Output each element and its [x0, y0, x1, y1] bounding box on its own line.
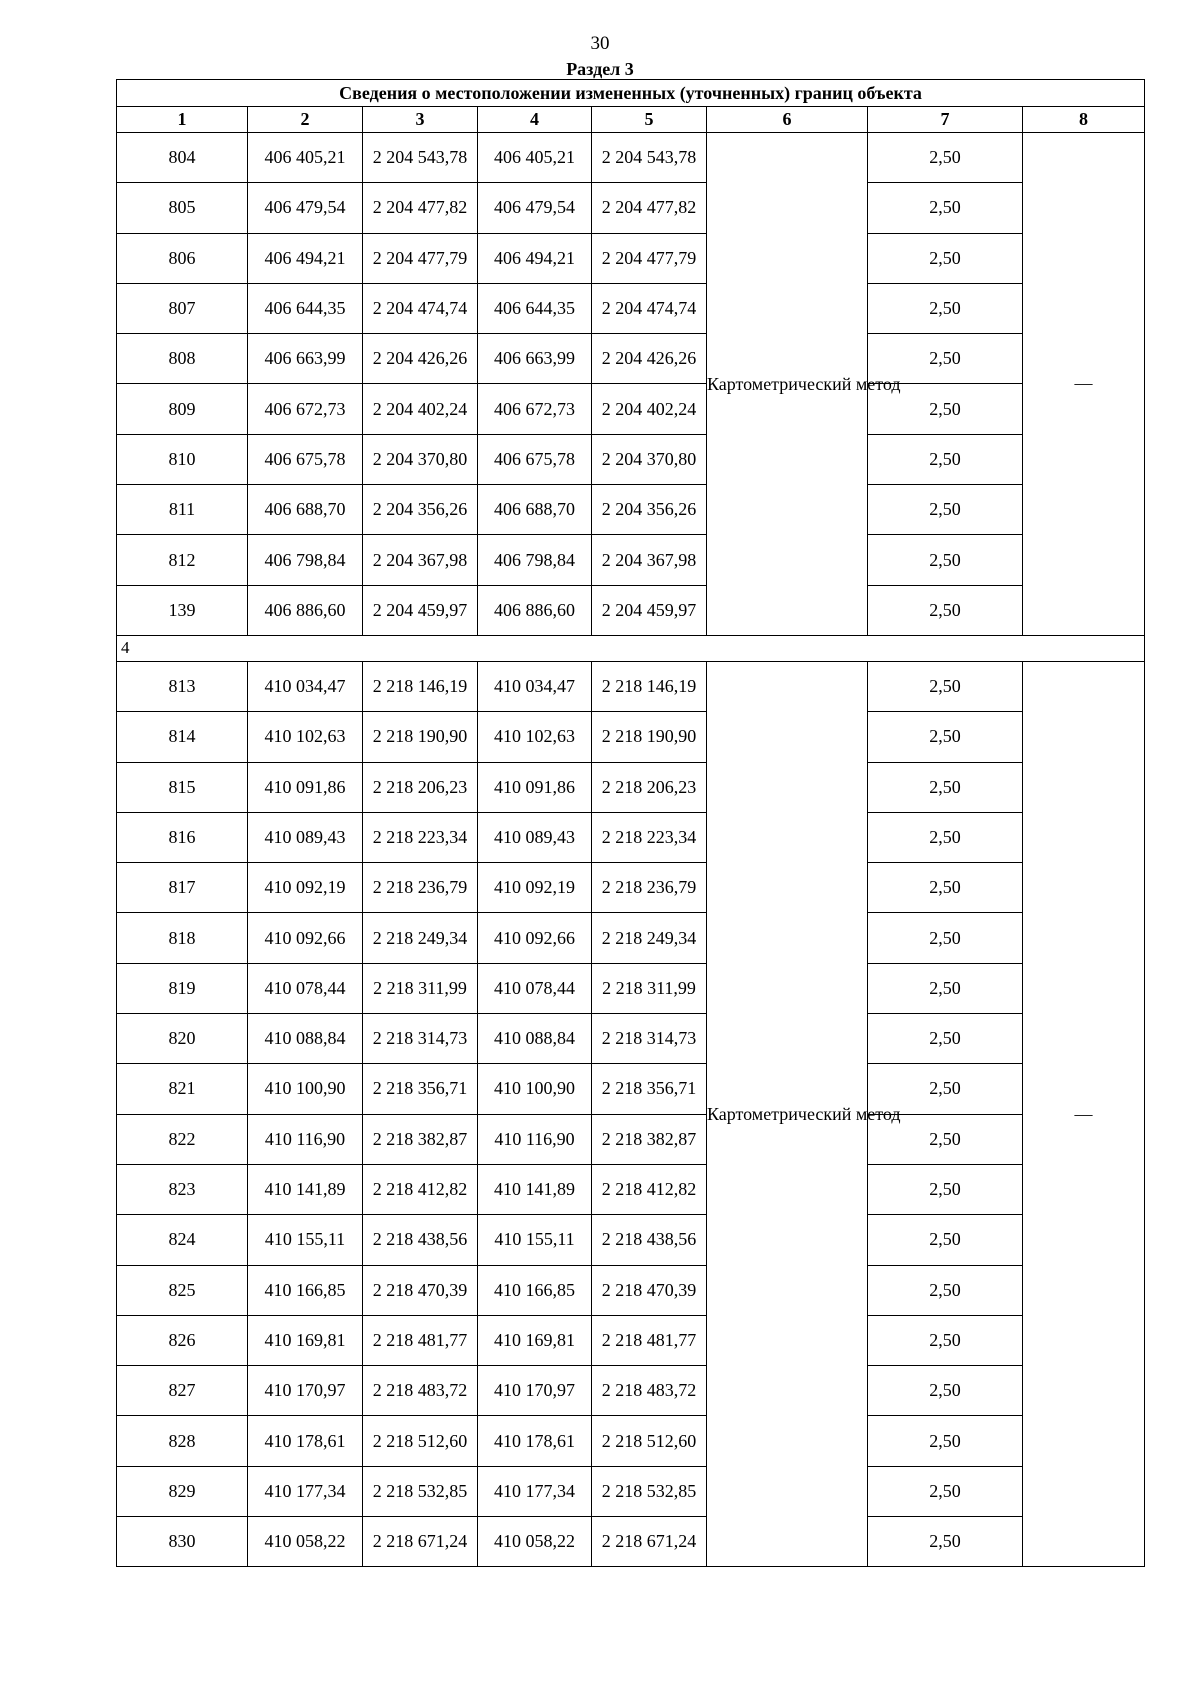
x-coordinate-clarified: 410 102,63	[478, 712, 592, 762]
y-coordinate-clarified: 2 218 223,34	[592, 812, 707, 862]
y-coordinate: 2 218 532,85	[363, 1466, 478, 1516]
x-coordinate: 406 688,70	[248, 485, 363, 535]
y-coordinate: 2 204 477,82	[363, 183, 478, 233]
table-caption: Сведения о местоположении измененных (уточненных) границ объекта	[117, 80, 1145, 107]
x-coordinate-clarified: 406 675,78	[478, 434, 592, 484]
x-coordinate: 406 672,73	[248, 384, 363, 434]
y-coordinate-clarified: 2 204 426,26	[592, 334, 707, 384]
column-number: 7	[868, 107, 1023, 133]
x-coordinate-clarified: 410 178,61	[478, 1416, 592, 1466]
table-row	[117, 1014, 1145, 1064]
y-coordinate-clarified: 2 218 356,71	[592, 1064, 707, 1114]
point-number: 821	[117, 1064, 248, 1114]
table-row	[117, 233, 1145, 283]
y-coordinate: 2 218 481,77	[363, 1315, 478, 1365]
x-coordinate: 406 405,21	[248, 133, 363, 183]
point-number: 811	[117, 485, 248, 535]
y-coordinate-clarified: 2 218 146,19	[592, 661, 707, 711]
x-coordinate: 410 092,19	[248, 863, 363, 913]
point-number: 808	[117, 334, 248, 384]
point-number: 828	[117, 1416, 248, 1466]
table-row	[117, 283, 1145, 333]
table-body	[117, 133, 1145, 1567]
y-coordinate: 2 218 223,34	[363, 812, 478, 862]
y-coordinate-clarified: 2 204 477,79	[592, 233, 707, 283]
column-number: 2	[248, 107, 363, 133]
table-row	[117, 1265, 1145, 1315]
y-coordinate-clarified: 2 218 236,79	[592, 863, 707, 913]
table-row	[117, 913, 1145, 963]
table-row	[117, 1517, 1145, 1567]
table-row	[117, 1164, 1145, 1214]
x-coordinate: 410 155,11	[248, 1215, 363, 1265]
point-number: 809	[117, 384, 248, 434]
accuracy-cell: 2,50	[868, 334, 1023, 384]
y-coordinate: 2 204 543,78	[363, 133, 478, 183]
x-coordinate: 410 166,85	[248, 1265, 363, 1315]
table-row	[117, 535, 1145, 585]
x-coordinate: 406 798,84	[248, 535, 363, 585]
table-row	[117, 762, 1145, 812]
x-coordinate: 410 169,81	[248, 1315, 363, 1365]
x-coordinate-clarified: 410 058,22	[478, 1517, 592, 1567]
y-coordinate-clarified: 2 218 671,24	[592, 1517, 707, 1567]
coordinates-table	[116, 79, 1145, 1567]
accuracy-cell: 2,50	[868, 283, 1023, 333]
y-coordinate: 2 218 382,87	[363, 1114, 478, 1164]
point-number: 823	[117, 1164, 248, 1214]
accuracy-cell: 2,50	[868, 434, 1023, 484]
x-coordinate-clarified: 410 088,84	[478, 1014, 592, 1064]
accuracy-cell: 2,50	[868, 1215, 1023, 1265]
x-coordinate-clarified: 406 405,21	[478, 133, 592, 183]
accuracy-cell: 2,50	[868, 1315, 1023, 1365]
point-number: 820	[117, 1014, 248, 1064]
point-number: 818	[117, 913, 248, 963]
table-row	[117, 133, 1145, 183]
column-number: 1	[117, 107, 248, 133]
y-coordinate-clarified: 2 204 474,74	[592, 283, 707, 333]
table-row	[117, 863, 1145, 913]
y-coordinate-clarified: 2 204 543,78	[592, 133, 707, 183]
accuracy-cell: 2,50	[868, 1114, 1023, 1164]
accuracy-cell: 2,50	[868, 661, 1023, 711]
column-number: 5	[592, 107, 707, 133]
table-row	[117, 712, 1145, 762]
x-coordinate-clarified: 410 078,44	[478, 963, 592, 1013]
x-coordinate-clarified: 410 092,66	[478, 913, 592, 963]
x-coordinate: 410 100,90	[248, 1064, 363, 1114]
x-coordinate-clarified: 410 170,97	[478, 1366, 592, 1416]
y-coordinate: 2 204 370,80	[363, 434, 478, 484]
y-coordinate: 2 204 402,24	[363, 384, 478, 434]
x-coordinate: 406 663,99	[248, 334, 363, 384]
table-row	[117, 434, 1145, 484]
y-coordinate: 2 204 426,26	[363, 334, 478, 384]
y-coordinate: 2 204 459,97	[363, 585, 478, 635]
y-coordinate-clarified: 2 218 190,90	[592, 712, 707, 762]
table-row	[117, 812, 1145, 862]
x-coordinate-clarified: 410 089,43	[478, 812, 592, 862]
point-number: 813	[117, 661, 248, 711]
y-coordinate: 2 218 311,99	[363, 963, 478, 1013]
x-coordinate: 410 178,61	[248, 1416, 363, 1466]
x-coordinate-clarified: 410 091,86	[478, 762, 592, 812]
point-number: 812	[117, 535, 248, 585]
column-number: 4	[478, 107, 592, 133]
point-number: 814	[117, 712, 248, 762]
y-coordinate-clarified: 2 218 483,72	[592, 1366, 707, 1416]
x-coordinate-clarified: 410 166,85	[478, 1265, 592, 1315]
method-cell: Картометрический метод	[707, 133, 868, 636]
point-number: 829	[117, 1466, 248, 1516]
x-coordinate-clarified: 410 141,89	[478, 1164, 592, 1214]
table-row	[117, 1315, 1145, 1365]
x-coordinate: 406 644,35	[248, 283, 363, 333]
x-coordinate: 406 494,21	[248, 233, 363, 283]
accuracy-cell: 2,50	[868, 1416, 1023, 1466]
point-number: 807	[117, 283, 248, 333]
table-row	[117, 485, 1145, 535]
y-coordinate: 2 218 512,60	[363, 1416, 478, 1466]
accuracy-cell: 2,50	[868, 863, 1023, 913]
x-coordinate: 410 088,84	[248, 1014, 363, 1064]
accuracy-cell: 2,50	[868, 1064, 1023, 1114]
accuracy-cell: 2,50	[868, 913, 1023, 963]
x-coordinate-clarified: 406 494,21	[478, 233, 592, 283]
x-coordinate-clarified: 410 116,90	[478, 1114, 592, 1164]
accuracy-cell: 2,50	[868, 585, 1023, 635]
x-coordinate-clarified: 406 644,35	[478, 283, 592, 333]
x-coordinate-clarified: 406 688,70	[478, 485, 592, 535]
y-coordinate: 2 218 206,23	[363, 762, 478, 812]
y-coordinate: 2 204 367,98	[363, 535, 478, 585]
x-coordinate-clarified: 406 672,73	[478, 384, 592, 434]
point-number: 830	[117, 1517, 248, 1567]
point-number: 804	[117, 133, 248, 183]
point-number: 827	[117, 1366, 248, 1416]
point-number: 816	[117, 812, 248, 862]
y-coordinate: 2 204 474,74	[363, 283, 478, 333]
y-coordinate: 2 218 249,34	[363, 913, 478, 963]
accuracy-cell: 2,50	[868, 535, 1023, 585]
x-coordinate-clarified: 410 100,90	[478, 1064, 592, 1114]
y-coordinate: 2 218 671,24	[363, 1517, 478, 1567]
y-coordinate-clarified: 2 204 356,26	[592, 485, 707, 535]
point-number: 810	[117, 434, 248, 484]
y-coordinate-clarified: 2 218 532,85	[592, 1466, 707, 1516]
x-coordinate: 410 177,34	[248, 1466, 363, 1516]
table-row	[117, 1366, 1145, 1416]
column-number: 8	[1023, 107, 1145, 133]
y-coordinate: 2 218 146,19	[363, 661, 478, 711]
point-number: 139	[117, 585, 248, 635]
y-coordinate-clarified: 2 204 459,97	[592, 585, 707, 635]
x-coordinate-clarified: 406 798,84	[478, 535, 592, 585]
column-number: 3	[363, 107, 478, 133]
y-coordinate-clarified: 2 218 470,39	[592, 1265, 707, 1315]
y-coordinate: 2 218 190,90	[363, 712, 478, 762]
y-coordinate-clarified: 2 218 512,60	[592, 1416, 707, 1466]
accuracy-cell: 2,50	[868, 1265, 1023, 1315]
y-coordinate-clarified: 2 218 249,34	[592, 913, 707, 963]
x-coordinate: 410 078,44	[248, 963, 363, 1013]
y-coordinate-clarified: 2 218 382,87	[592, 1114, 707, 1164]
point-number: 825	[117, 1265, 248, 1315]
x-coordinate: 406 479,54	[248, 183, 363, 233]
x-coordinate: 410 141,89	[248, 1164, 363, 1214]
accuracy-cell: 2,50	[868, 1164, 1023, 1214]
accuracy-cell: 2,50	[868, 183, 1023, 233]
x-coordinate: 410 102,63	[248, 712, 363, 762]
point-number: 822	[117, 1114, 248, 1164]
x-coordinate: 406 675,78	[248, 434, 363, 484]
y-coordinate-clarified: 2 218 314,73	[592, 1014, 707, 1064]
y-coordinate-clarified: 2 218 481,77	[592, 1315, 707, 1365]
y-coordinate-clarified: 2 218 311,99	[592, 963, 707, 1013]
y-coordinate: 2 218 470,39	[363, 1265, 478, 1315]
column-number-row	[117, 107, 1145, 133]
y-coordinate-clarified: 2 204 367,98	[592, 535, 707, 585]
point-number: 817	[117, 863, 248, 913]
group-label-row	[117, 635, 1145, 661]
x-coordinate: 410 058,22	[248, 1517, 363, 1567]
y-coordinate: 2 218 438,56	[363, 1215, 478, 1265]
x-coordinate: 410 089,43	[248, 812, 363, 862]
section-title: Раздел 3	[566, 59, 634, 79]
table-row	[117, 384, 1145, 434]
accuracy-cell: 2,50	[868, 133, 1023, 183]
y-coordinate: 2 218 412,82	[363, 1164, 478, 1214]
x-coordinate-clarified: 406 479,54	[478, 183, 592, 233]
x-coordinate-clarified: 406 886,60	[478, 585, 592, 635]
accuracy-cell: 2,50	[868, 712, 1023, 762]
accuracy-cell: 2,50	[868, 1366, 1023, 1416]
method-cell: Картометрический метод	[707, 661, 868, 1566]
accuracy-cell: 2,50	[868, 384, 1023, 434]
y-coordinate-clarified: 2 204 477,82	[592, 183, 707, 233]
accuracy-cell: 2,50	[868, 762, 1023, 812]
point-number: 805	[117, 183, 248, 233]
y-coordinate: 2 204 477,79	[363, 233, 478, 283]
table-row	[117, 1416, 1145, 1466]
y-coordinate-clarified: 2 218 438,56	[592, 1215, 707, 1265]
note-cell: —	[1023, 133, 1145, 636]
accuracy-cell: 2,50	[868, 485, 1023, 535]
x-coordinate-clarified: 410 177,34	[478, 1466, 592, 1516]
x-coordinate: 410 116,90	[248, 1114, 363, 1164]
table-row	[117, 1114, 1145, 1164]
x-coordinate-clarified: 410 092,19	[478, 863, 592, 913]
table-row	[117, 1064, 1145, 1114]
accuracy-cell: 2,50	[868, 812, 1023, 862]
point-number: 819	[117, 963, 248, 1013]
x-coordinate: 410 091,86	[248, 762, 363, 812]
note-cell: —	[1023, 661, 1145, 1566]
point-number: 826	[117, 1315, 248, 1365]
y-coordinate: 2 218 483,72	[363, 1366, 478, 1416]
x-coordinate: 410 170,97	[248, 1366, 363, 1416]
y-coordinate-clarified: 2 218 206,23	[592, 762, 707, 812]
y-coordinate: 2 218 314,73	[363, 1014, 478, 1064]
accuracy-cell: 2,50	[868, 963, 1023, 1013]
y-coordinate-clarified: 2 204 370,80	[592, 434, 707, 484]
table-row	[117, 585, 1145, 635]
y-coordinate: 2 218 356,71	[363, 1064, 478, 1114]
table-row	[117, 661, 1145, 711]
table-row	[117, 183, 1145, 233]
y-coordinate-clarified: 2 218 412,82	[592, 1164, 707, 1214]
accuracy-cell: 2,50	[868, 1466, 1023, 1516]
accuracy-cell: 2,50	[868, 1014, 1023, 1064]
y-coordinate: 2 204 356,26	[363, 485, 478, 535]
x-coordinate-clarified: 410 034,47	[478, 661, 592, 711]
point-number: 824	[117, 1215, 248, 1265]
point-number: 806	[117, 233, 248, 283]
x-coordinate-clarified: 406 663,99	[478, 334, 592, 384]
table-row	[117, 1215, 1145, 1265]
table-row	[117, 963, 1145, 1013]
table-row	[117, 334, 1145, 384]
point-number: 815	[117, 762, 248, 812]
column-number: 6	[707, 107, 868, 133]
y-coordinate-clarified: 2 204 402,24	[592, 384, 707, 434]
x-coordinate: 410 092,66	[248, 913, 363, 963]
accuracy-cell: 2,50	[868, 1517, 1023, 1567]
accuracy-cell: 2,50	[868, 233, 1023, 283]
group-label: 4	[117, 635, 1145, 661]
x-coordinate-clarified: 410 155,11	[478, 1215, 592, 1265]
x-coordinate: 410 034,47	[248, 661, 363, 711]
x-coordinate: 406 886,60	[248, 585, 363, 635]
x-coordinate-clarified: 410 169,81	[478, 1315, 592, 1365]
page-number: 30	[590, 33, 610, 54]
table-row	[117, 1466, 1145, 1516]
y-coordinate: 2 218 236,79	[363, 863, 478, 913]
